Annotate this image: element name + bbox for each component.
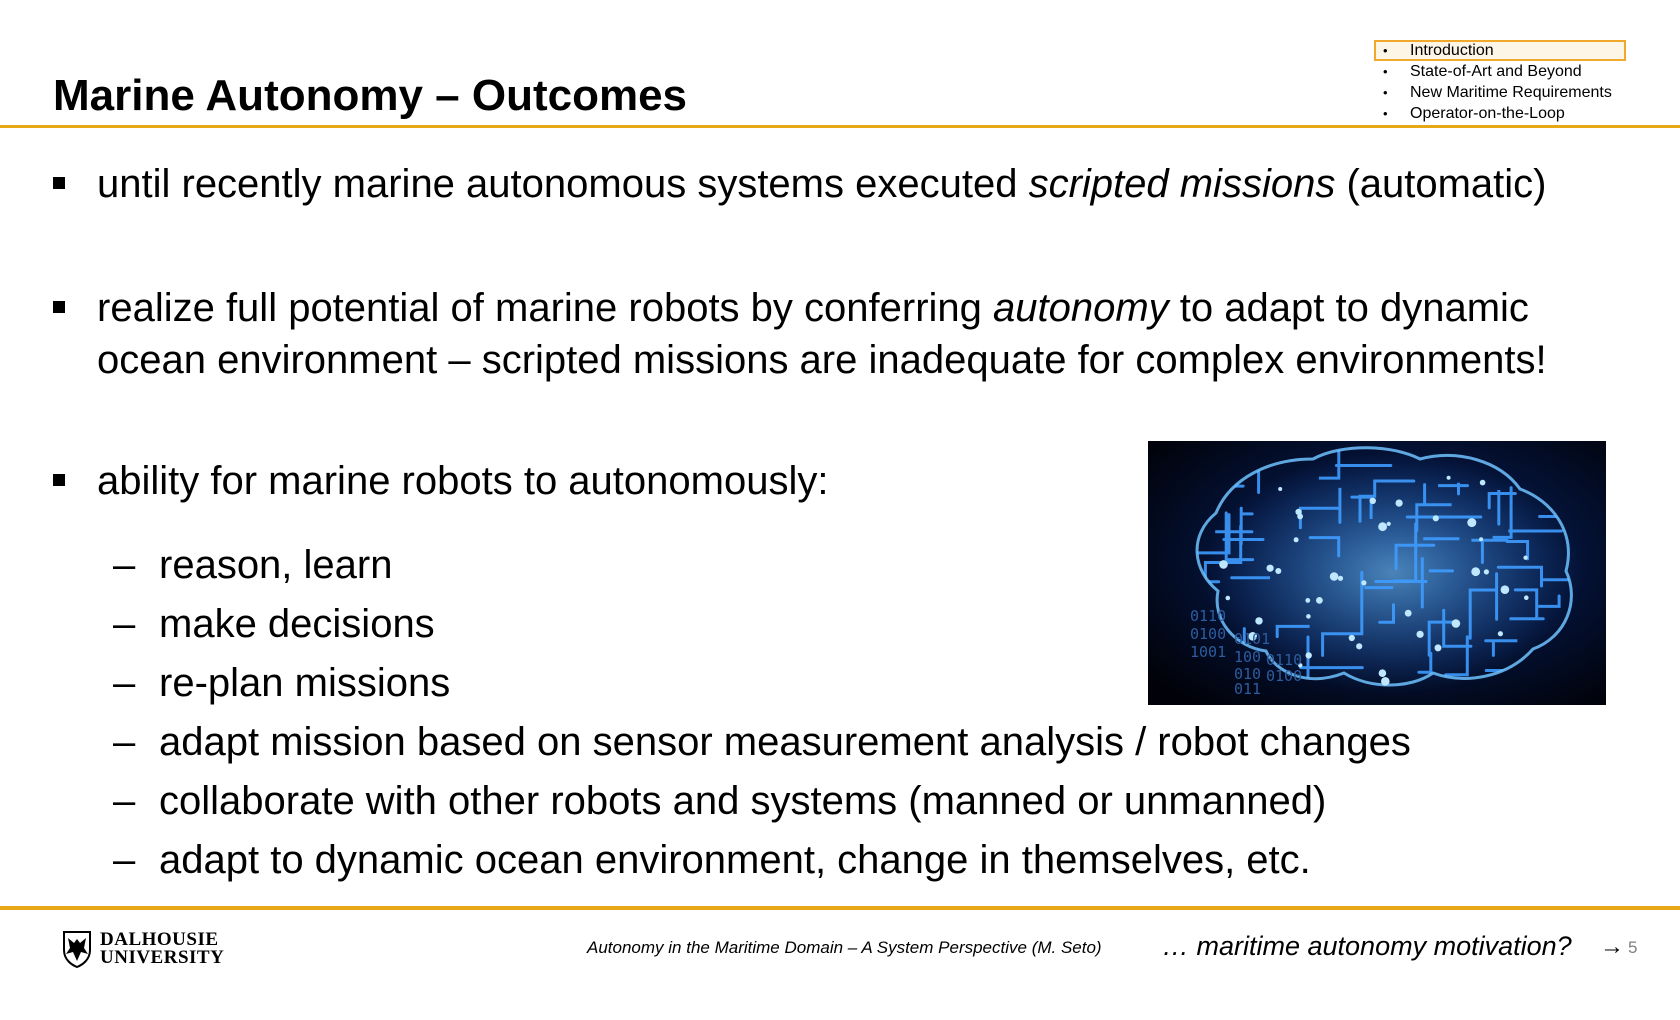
circuit-node: [1305, 598, 1310, 603]
circuit-node: [1523, 556, 1527, 560]
binary-digits: 0100: [1266, 667, 1303, 685]
sub-bullet-text: re-plan missions: [159, 661, 451, 705]
circuit-node: [1255, 617, 1262, 624]
circuit-node: [1306, 652, 1312, 658]
circuit-node: [1306, 614, 1311, 619]
section-nav: [1374, 40, 1644, 124]
nav-item-requirements[interactable]: [1374, 82, 1644, 103]
bullet-text-tail: (automatic): [1335, 162, 1547, 206]
dalhousie-logo: [62, 930, 232, 970]
nav-item-label: New Maritime Requirements: [1410, 84, 1612, 101]
circuit-node: [1226, 596, 1231, 601]
dash-bullet-icon: –: [113, 720, 136, 764]
circuit-node: [1447, 476, 1451, 480]
dash-bullet-icon: –: [113, 838, 136, 882]
nav-item-introduction[interactable]: [1374, 40, 1626, 61]
circuit-node: [1267, 565, 1274, 572]
circuit-node: [1467, 518, 1476, 527]
shield-icon: [62, 930, 92, 968]
bullet-continuation: ocean environment – scripted missions are inadequate for complex environments!: [97, 338, 1547, 382]
bullet-text: [97, 158, 1633, 210]
dash-bullet-icon: –: [113, 602, 136, 646]
nav-item-operator-on-the-loop[interactable]: [1374, 103, 1644, 124]
circuit-node: [1361, 580, 1366, 585]
bullet-text-lead: realize full potential of marine robots by conferring: [97, 286, 994, 330]
nav-item-label: State-of-Art and Beyond: [1410, 63, 1582, 80]
sub-bullet-text: make decisions: [159, 602, 435, 646]
sub-bullet-text: adapt mission based on sensor measurement analysis / robot changes: [159, 720, 1411, 764]
dash-bullet-icon: –: [113, 543, 136, 587]
bullet-text-lead: until recently marine autonomous systems executed: [97, 162, 1029, 206]
nav-item-label: Operator-on-the-Loop: [1410, 105, 1565, 122]
logo-line-1: DALHOUSIE: [100, 929, 219, 950]
binary-digits: 0100: [1190, 625, 1227, 643]
circuit-brain-graphic: [1148, 441, 1606, 705]
circuit-node: [1417, 631, 1424, 638]
binary-digits: 0110: [1266, 651, 1303, 669]
circuit-node: [1338, 576, 1343, 581]
page-number: 5: [1628, 938, 1638, 957]
binary-digits: 100: [1234, 648, 1262, 666]
circuit-node: [1219, 560, 1228, 569]
circuit-node: [1278, 487, 1282, 491]
circuit-node: [1381, 677, 1390, 686]
circuit-node: [1378, 522, 1387, 531]
bullet-text-tail: to adapt to dynamic: [1168, 286, 1529, 330]
circuit-node: [1498, 631, 1503, 636]
bullet-emphasis: autonomy: [993, 286, 1169, 330]
circuit-node: [1370, 498, 1376, 504]
circuit-node: [1405, 610, 1412, 617]
circuit-node: [1396, 500, 1403, 507]
logo-line-2: UNIVERSITY: [100, 947, 225, 968]
circuit-node: [1480, 480, 1486, 486]
right-arrow-icon[interactable]: →: [1600, 933, 1624, 960]
header-rule: [0, 125, 1680, 128]
circuit-node: [1471, 567, 1480, 576]
square-bullet-icon: [53, 177, 65, 189]
sub-bullet-text: collaborate with other robots and systems (manned or unmanned): [159, 779, 1327, 823]
bullet-text: ability for marine robots to autonomously:: [97, 459, 829, 503]
square-bullet-icon: [53, 301, 65, 313]
nav-item-state-of-art[interactable]: [1374, 61, 1644, 82]
nav-bullet-icon: •: [1383, 106, 1388, 121]
circuit-node: [1316, 597, 1323, 604]
footer-rule: [0, 906, 1680, 910]
footer-citation: Autonomy in the Maritime Domain – A System Perspective (M. Seto): [587, 938, 1102, 957]
dash-bullet-icon: –: [113, 661, 136, 705]
circuit-node: [1524, 595, 1529, 600]
circuit-node: [1330, 572, 1339, 581]
circuit-node: [1433, 515, 1439, 521]
slide-title: Marine Autonomy – Outcomes: [53, 71, 688, 120]
circuit-brain-image: [1148, 441, 1606, 705]
circuit-node: [1275, 568, 1281, 574]
bullet-text: [97, 282, 1633, 334]
nav-bullet-icon: •: [1383, 85, 1388, 100]
bullet-emphasis: scripted missions: [1028, 162, 1336, 206]
nav-bullet-icon: •: [1383, 43, 1388, 58]
binary-digits: 011: [1234, 680, 1262, 698]
circuit-node: [1501, 585, 1510, 594]
square-bullet-icon: [53, 474, 65, 486]
circuit-node: [1484, 569, 1489, 574]
circuit-node: [1379, 669, 1387, 677]
sub-bullet-text: reason, learn: [159, 543, 393, 587]
circuit-node: [1294, 537, 1299, 542]
circuit-node: [1349, 635, 1355, 641]
binary-digits: 1001: [1190, 643, 1227, 661]
circuit-node: [1435, 644, 1442, 651]
binary-digits: 0110: [1190, 607, 1227, 625]
circuit-node: [1295, 509, 1301, 515]
circuit-node: [1356, 643, 1362, 649]
dash-bullet-icon: –: [113, 779, 136, 823]
circuit-node: [1387, 522, 1391, 526]
sub-bullet-text: adapt to dynamic ocean environment, change in themselves, etc.: [159, 838, 1311, 882]
nav-bullet-icon: •: [1383, 64, 1388, 79]
nav-item-label: Introduction: [1410, 42, 1494, 59]
circuit-node: [1479, 537, 1483, 541]
binary-digits: 0101: [1234, 630, 1271, 648]
binary-digits: 010: [1234, 665, 1262, 683]
footer-teaser: … maritime autonomy motivation?: [1162, 931, 1572, 961]
circuit-node: [1452, 619, 1461, 628]
